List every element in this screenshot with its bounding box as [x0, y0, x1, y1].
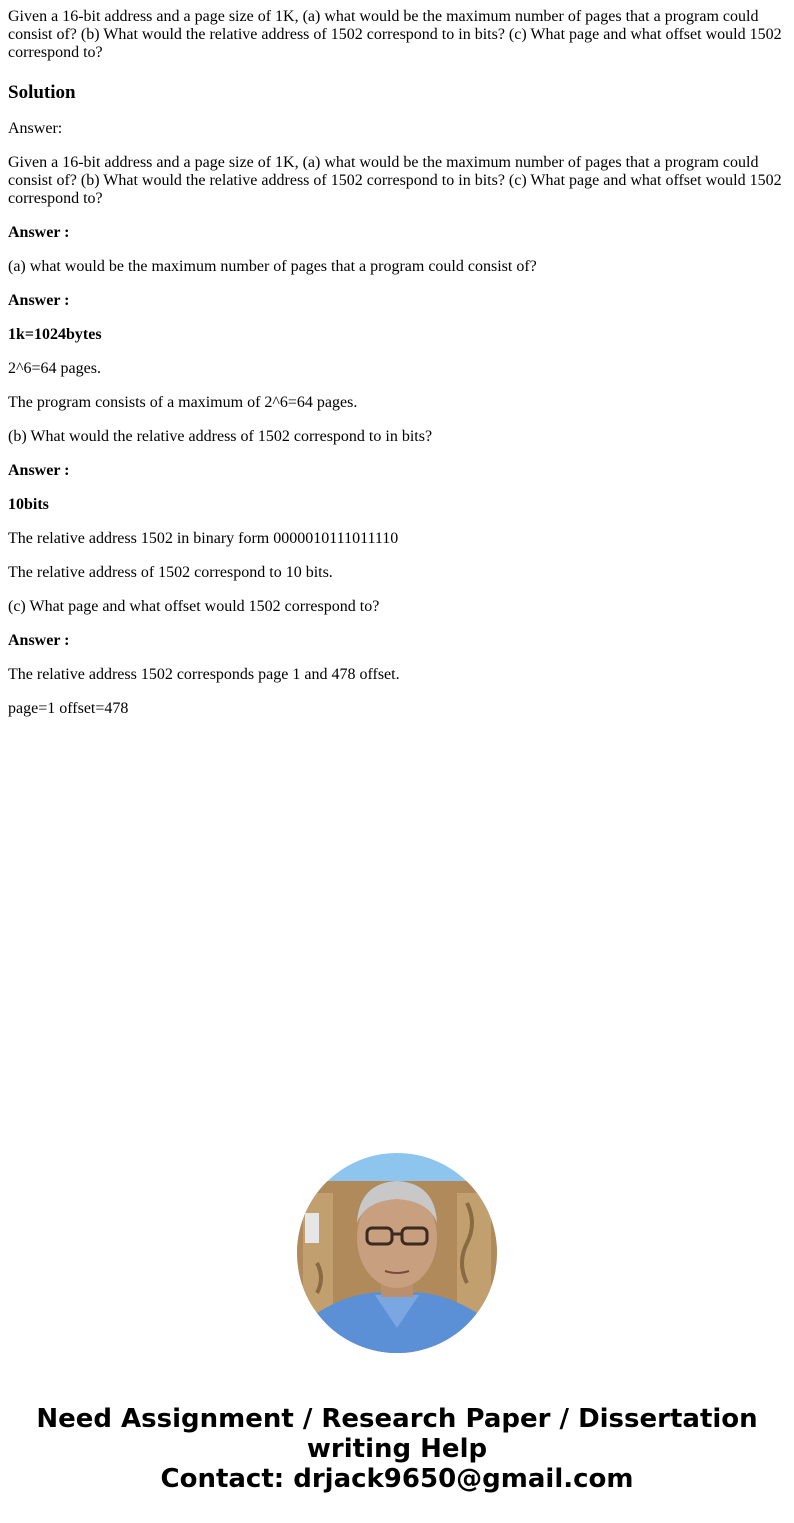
answer-paragraph: The relative address 1502 in binary form 0000010111011110	[8, 530, 399, 547]
document-content	[8, 8, 786, 734]
footer-line-1: Need Assignment / Research Paper / Dissertation	[36, 1404, 758, 1434]
answer-label: Answer :	[8, 224, 70, 241]
author-photo	[297, 1153, 497, 1353]
answer-paragraph: Given a 16-bit address and a page size of 1K, (a) what would be the maximum number of pages that a program could consist of? (b) What would the relative address of 1502 correspond to in bits? (c) What page and what offset would 1502 correspond to?	[8, 154, 782, 207]
solution-heading: Solution	[8, 82, 76, 103]
contact-banner	[0, 1404, 794, 1494]
answer-paragraph: The relative address of 1502 correspond to 10 bits.	[8, 564, 333, 581]
answer-paragraph: (c) What page and what offset would 1502 correspond to?	[8, 598, 380, 615]
answer-paragraph: Answer:	[8, 120, 63, 137]
footer-contact-line: Contact: drjack9650@gmail.com	[160, 1464, 634, 1494]
answer-paragraph: 2^6=64 pages.	[8, 360, 101, 377]
answer-paragraph: page=1 offset=478	[8, 700, 129, 717]
answer-paragraph: The relative address 1502 corresponds page 1 and 478 offset.	[8, 666, 400, 683]
footer-line-2: writing Help	[306, 1434, 488, 1464]
answer-paragraph: (b) What would the relative address of 1502 correspond to in bits?	[8, 428, 433, 445]
question-text: Given a 16-bit address and a page size of 1K, (a) what would be the maximum number of pages that a program could consist of? (b) What would the relative address of 1502 correspond to in bits? (c) What page and what offset would 1502 correspond to?	[8, 8, 782, 61]
answer-paragraph: (a) what would be the maximum number of pages that a program could consist of?	[8, 258, 537, 275]
author-avatar	[297, 1153, 497, 1353]
answer-label: Answer :	[8, 632, 70, 649]
answer-paragraph: The program consists of a maximum of 2^6=64 pages.	[8, 394, 358, 411]
answer-label: 10bits	[8, 496, 49, 513]
answer-label: 1k=1024bytes	[8, 326, 102, 343]
answer-label: Answer :	[8, 292, 70, 309]
answer-body	[8, 120, 786, 718]
answer-label: Answer :	[8, 462, 70, 479]
